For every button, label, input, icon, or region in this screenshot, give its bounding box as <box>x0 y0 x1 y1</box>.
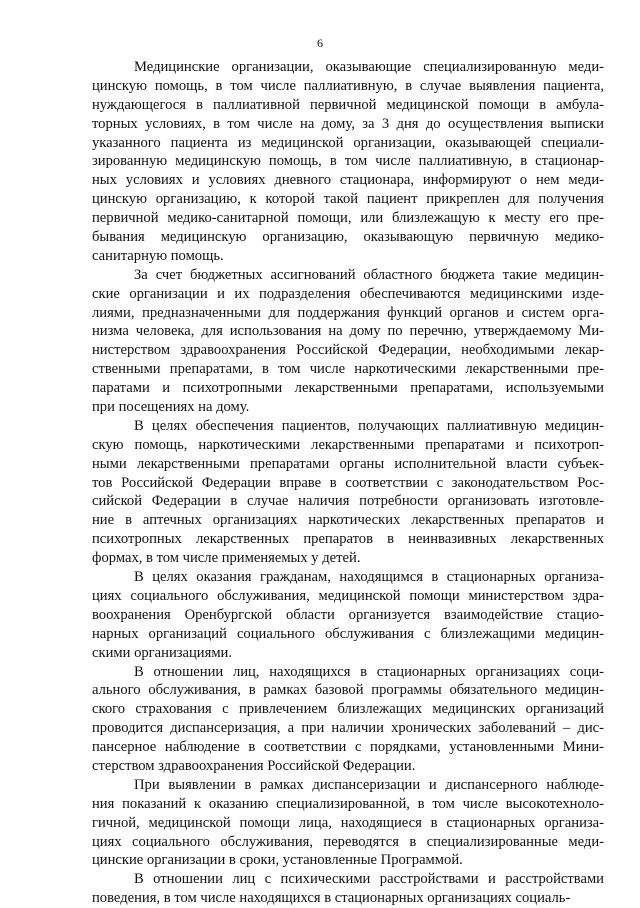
text-line: первичной медико-санитарной помощи, или близлежащую к месту его пре- <box>92 210 604 227</box>
text-line: цинскую помощь, в том числе паллиативную, в случае выявления пациента, <box>92 77 604 94</box>
text-line: зированную медицинскую помощь, в том числе паллиативную, в стационар- <box>92 153 604 170</box>
paragraph <box>92 776 604 870</box>
text-line: При выявлении в рамках диспансеризации и диспансерного наблюде- <box>134 776 604 793</box>
text-line: ние в аптечных организациях наркотических лекарственных препаратов и <box>92 512 604 529</box>
text-line: торных условиях, в том числе на дому, за 3 дня до осуществления выписки <box>92 115 604 132</box>
page-number: 6 <box>317 36 323 50</box>
text-line: указанного пациента из медицинской организации, оказывающей специали- <box>92 134 604 151</box>
text-line: низма человека, для использования на дому по перечню, утверждаемому Ми- <box>92 323 604 340</box>
text-line: при посещениях на дому. <box>92 399 250 416</box>
text-line: цинскую организацию, к которой такой пациент прикреплен для получения <box>92 191 604 208</box>
text-line: ские организации и их подразделения обеспечиваются медицинскими изде- <box>92 285 604 302</box>
text-line: стерством здравоохранения Российской Федерации. <box>92 757 416 774</box>
text-line: ского страхования с привлечением близлежащих медицинских организаций <box>92 701 604 718</box>
text-line: ных условиях и условиях дневного стационара, информируют о нем меди- <box>92 172 604 189</box>
text-line: пансерное наблюдение в соответствии с порядками, установленными Мини- <box>92 739 604 756</box>
text-line: скими организациями. <box>92 644 233 661</box>
text-line: В отношении лиц с психическими расстройствами и расстройствами <box>134 871 604 888</box>
paragraph <box>92 870 604 908</box>
text-line: нистерством здравоохранения Российской Федерации, необходимыми лекар- <box>92 342 604 359</box>
text-line: лиями, предназначенными для поддержания функций органов и систем орга- <box>92 304 604 321</box>
paragraph <box>92 568 604 662</box>
text-line: санитарную помощь. <box>92 247 224 264</box>
text-line: В отношении лиц, находящихся в стационарных организациях соци- <box>134 663 604 680</box>
text-line: За счет бюджетных ассигнований областного бюджета такие медицин- <box>134 266 604 283</box>
text-line: Медицинские организации, оказывающие специализированную меди- <box>134 59 604 75</box>
text-line: В целях оказания гражданам, находящимся в стационарных организа- <box>134 569 604 586</box>
text-line: циях социального обслуживания, переводятся в специализированные меди- <box>92 833 604 850</box>
text-line: паратами и психотропными лекарственными препаратами, используемыми <box>92 380 604 397</box>
text-line: воохранения Оренбургской области организуется взаимодействие стацио- <box>92 606 604 623</box>
text-line: тов Российской Федерации вправе в соответствии с законодательством Рос- <box>92 474 604 491</box>
text-line: ния показаний к оказанию специализированной, в том числе высокотехноло- <box>92 795 604 812</box>
text-line: сийской Федерации в случае наличия потребности организовать изготовле- <box>92 493 604 510</box>
text-line: психотропных лекарственных препаратов в неинвазивных лекарственных <box>92 531 604 548</box>
text-line: В целях обеспечения пациентов, получающих паллиативную медицин- <box>134 417 604 434</box>
text-line: ными лекарственными препаратами органы исполнительной власти субъек- <box>92 455 604 472</box>
text-line: ственными препаратами, в том числе наркотическими лекарственными пре- <box>92 361 604 378</box>
text-line: циях социального обслуживания, медицинской помощи министерством здра- <box>92 587 604 604</box>
paragraph <box>92 417 604 568</box>
text-line: нуждающегося в паллиативной первичной медицинской помощи в амбула- <box>92 96 604 113</box>
text-line: поведения, в том числе находящихся в стационарных организациях социаль- <box>92 890 571 907</box>
text-line: проводится диспансеризация, а при наличии хронических заболеваний – дис- <box>92 720 604 737</box>
text-line: формах, в том числе применяемых у детей. <box>92 550 361 567</box>
text-line: ального обслуживания, в рамках базовой программы обязательного медицин- <box>92 682 604 699</box>
text-line: нарных организаций социального обслуживания с близлежащими медицин- <box>92 625 604 642</box>
paragraph <box>92 58 604 266</box>
text-line: цинские организации в сроки, установленные Программой. <box>92 852 463 869</box>
text-line: бывания медицинскую организацию, оказывающую первичную медико- <box>92 229 604 246</box>
paragraph <box>92 663 604 776</box>
document-body <box>92 58 604 908</box>
paragraph <box>92 266 604 417</box>
text-line: гичной, медицинской помощи лица, находящиеся в стационарных организа- <box>92 814 604 831</box>
text-line: скую помощь, наркотическими лекарственными препаратами и психотроп- <box>92 436 604 453</box>
